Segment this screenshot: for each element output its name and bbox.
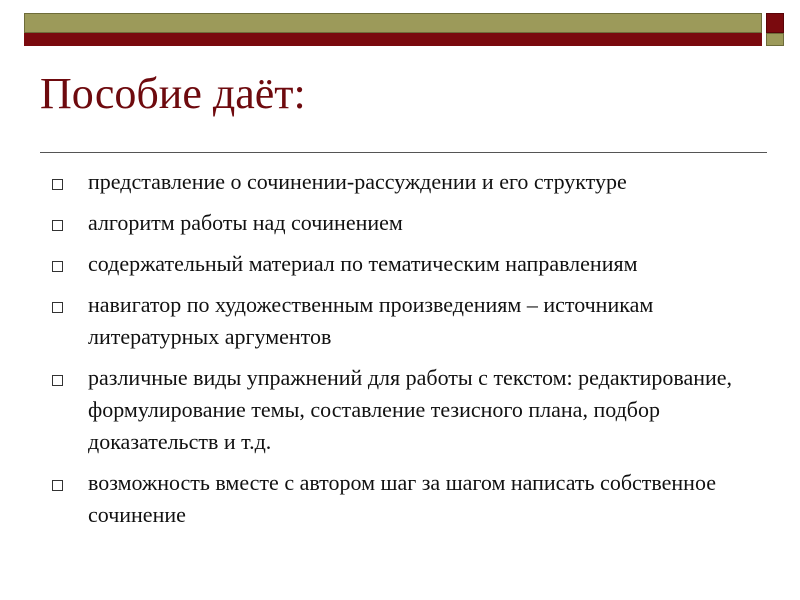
list-item-text: возможность вместе с автором шаг за шагом написать собственное сочинение	[88, 470, 716, 527]
slide-title: Пособие даёт:	[40, 69, 306, 118]
list-item-text: различные виды упражнений для работы с текстом: редактирование, формулирование темы, составление тезисного плана, подбор доказательств и т.д.	[88, 365, 733, 454]
bullet-list	[52, 166, 752, 540]
header-corner-red-square	[766, 13, 784, 33]
list-item	[52, 467, 752, 531]
list-item-text: алгоритм работы над сочинением	[88, 210, 403, 235]
list-item	[52, 362, 752, 458]
list-item	[52, 289, 752, 353]
title-divider	[40, 152, 767, 153]
list-item-text: содержательный материал по тематическим направлениям	[88, 251, 638, 276]
square-bullet-icon	[52, 480, 63, 491]
list-item	[52, 166, 752, 198]
header-corner-olive-square	[766, 33, 784, 46]
list-item	[52, 207, 752, 239]
list-item-text: навигатор по художественным произведениям – источникам литературных аргументов	[88, 292, 654, 349]
square-bullet-icon	[52, 261, 63, 272]
square-bullet-icon	[52, 375, 63, 386]
square-bullet-icon	[52, 302, 63, 313]
list-item-text: представление о сочинении-рассуждении и его структуре	[88, 169, 627, 194]
header-band-olive	[24, 13, 762, 33]
square-bullet-icon	[52, 220, 63, 231]
header-band-red	[24, 33, 762, 46]
square-bullet-icon	[52, 179, 63, 190]
list-item	[52, 248, 752, 280]
